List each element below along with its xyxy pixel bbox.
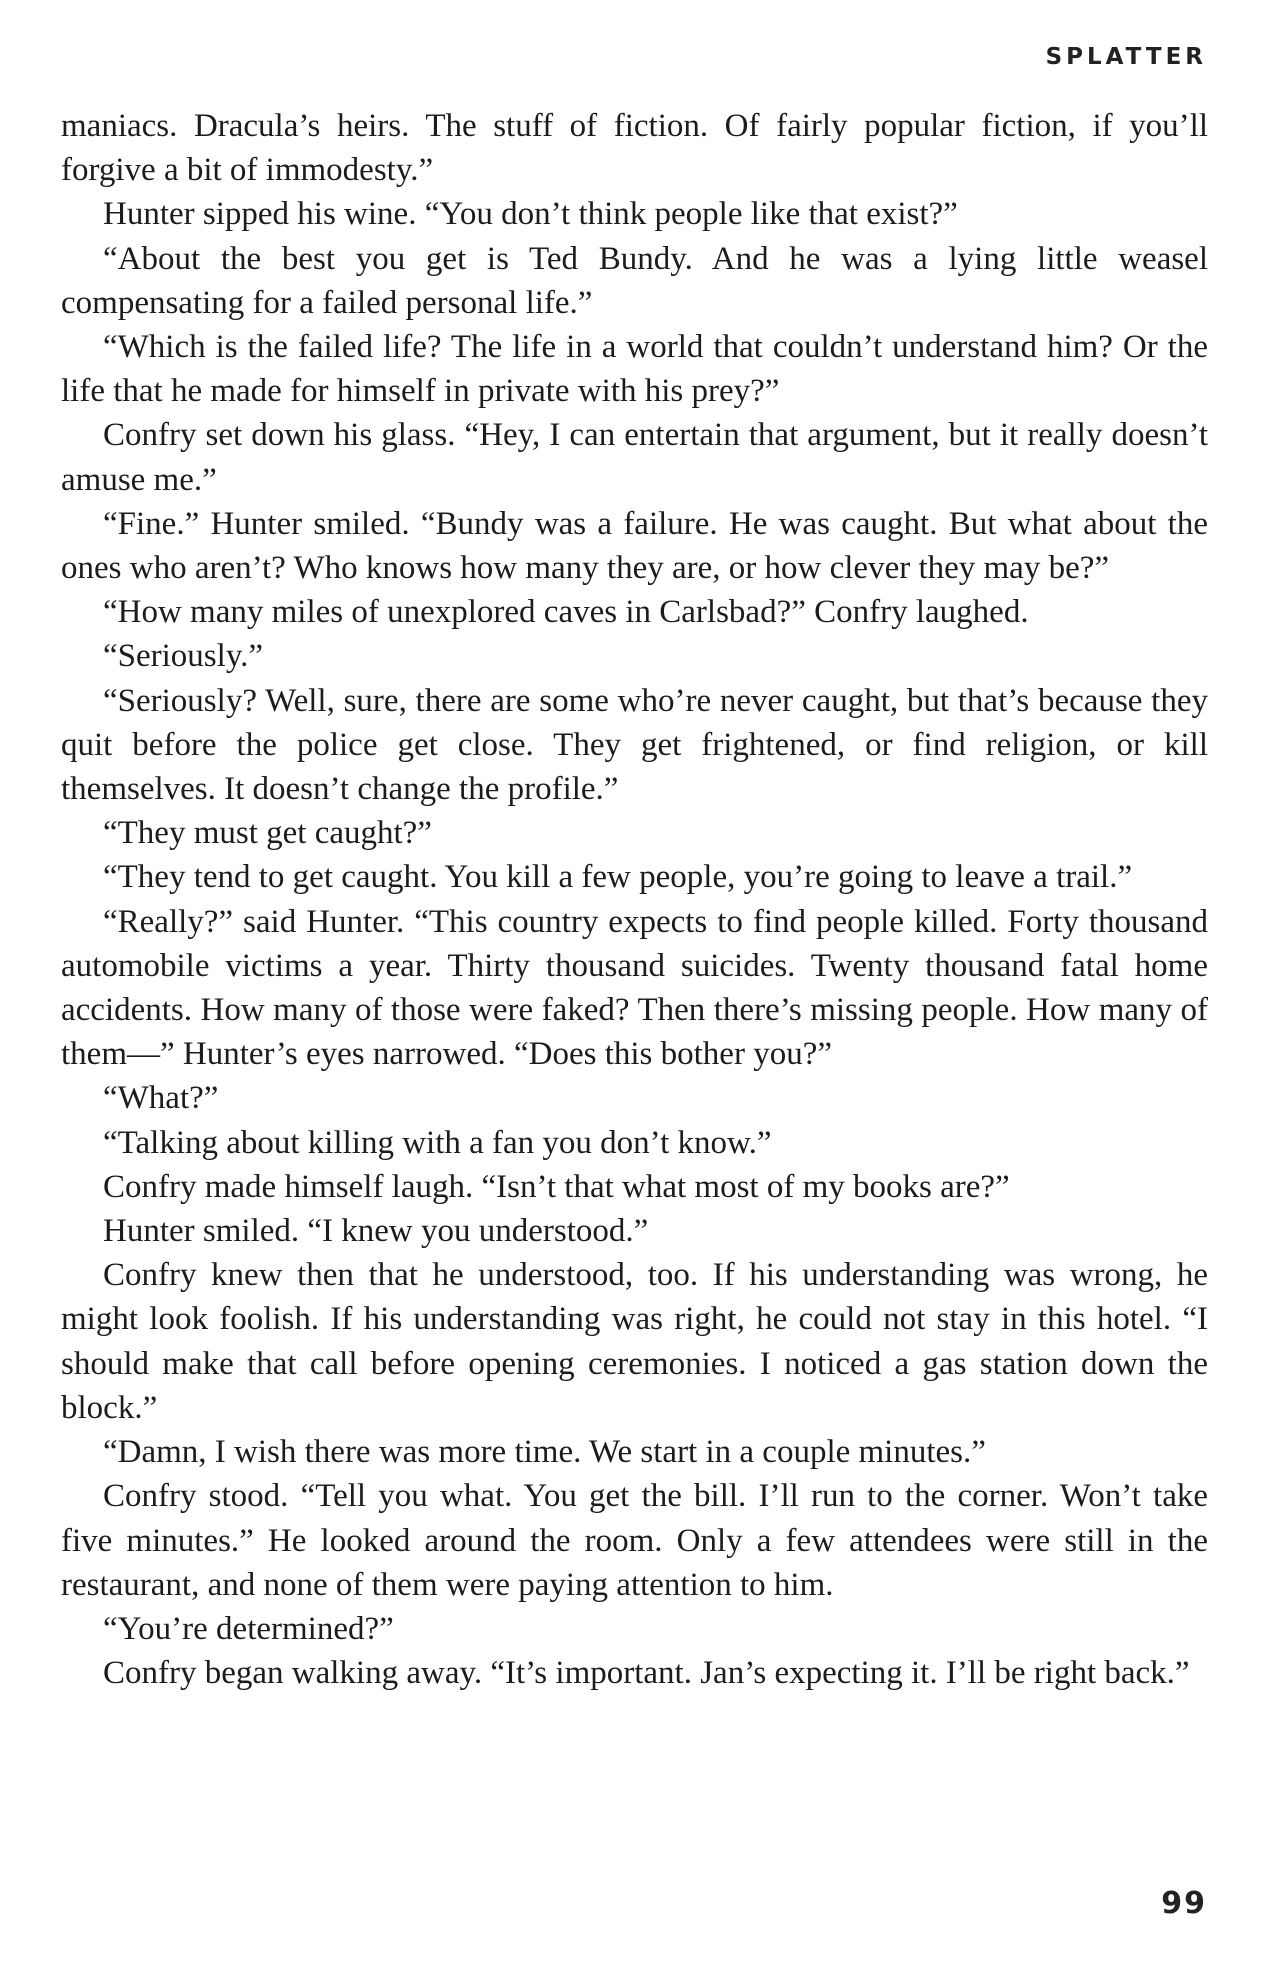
paragraph: “About the best you get is Ted Bundy. And he was a lying little weasel compensating for a failed personal life.” <box>61 240 1208 321</box>
page-number: 99 <box>1161 1886 1207 1921</box>
paragraph-continued: maniacs. Dracula’s heirs. The stuff of fiction. Of fairly popular fiction, if you’ll forgive a bit of immodesty.” <box>61 108 1208 189</box>
paragraph: Confry knew then that he understood, too. If his understanding was wrong, he might look foolish. If his understanding was right, he could not stay in this hotel. “I should make that call before opening ceremonies. I noticed a gas station down the block.” <box>61 1257 1208 1426</box>
paragraph: “How many miles of unexplored caves in Carlsbad?” Confry laughed. <box>103 594 1029 631</box>
paragraph: “Fine.” Hunter smiled. “Bundy was a failure. He was caught. But what about the ones who aren’t? Who knows how many they are, or how clever they may be?” <box>61 505 1208 587</box>
body-text <box>61 104 1208 1695</box>
paragraph: Hunter smiled. “I knew you understood.” <box>103 1213 649 1250</box>
paragraph: “They tend to get caught. You kill a few people, you’re going to leave a trail.” <box>103 859 1133 896</box>
paragraph: Confry stood. “Tell you what. You get the bill. I’ll run to the corner. Won’t take five minutes.” He looked around the room. Only a few attendees were still in the restaurant, and none of them were paying attention to him. <box>61 1478 1208 1603</box>
paragraph: “What?” <box>103 1080 219 1117</box>
paragraph: “Seriously.” <box>103 638 264 675</box>
paragraph: Hunter sipped his wine. “You don’t think people like that exist?” <box>103 196 958 233</box>
running-head: SPLATTER <box>1045 44 1207 70</box>
paragraph: “Seriously? Well, sure, there are some who’re never caught, but that’s because they quit before the police get close. They get frightened, or find religion, or kill themselves. It doesn’t change the profile.” <box>61 682 1208 808</box>
paragraph: Confry set down his glass. “Hey, I can entertain that argument, but it really doesn’t amuse me.” <box>61 417 1208 498</box>
paragraph: Confry began walking away. “It’s important. Jan’s expecting it. I’ll be right back.” <box>103 1655 1190 1692</box>
paragraph: “Really?” said Hunter. “This country expects to find people killed. Forty thousand automobile victims a year. Thirty thousand suicides. Twenty thousand fatal home accidents. How many of those were faked? Then there’s missing people. How many of them—” Hunter’s eyes narrowed. “Does this bother you?” <box>61 903 1208 1073</box>
paragraph: “Damn, I wish there was more time. We start in a couple minutes.” <box>103 1434 986 1471</box>
paragraph: Confry made himself laugh. “Isn’t that what most of my books are?” <box>103 1168 1010 1205</box>
paragraph: “They must get caught?” <box>103 815 432 852</box>
paragraph: “Which is the failed life? The life in a world that couldn’t understand him? Or the life that he made for himself in private with his prey?” <box>61 329 1208 410</box>
paragraph: “You’re determined?” <box>103 1610 394 1647</box>
paragraph: “Talking about killing with a fan you don’t know.” <box>103 1124 772 1161</box>
